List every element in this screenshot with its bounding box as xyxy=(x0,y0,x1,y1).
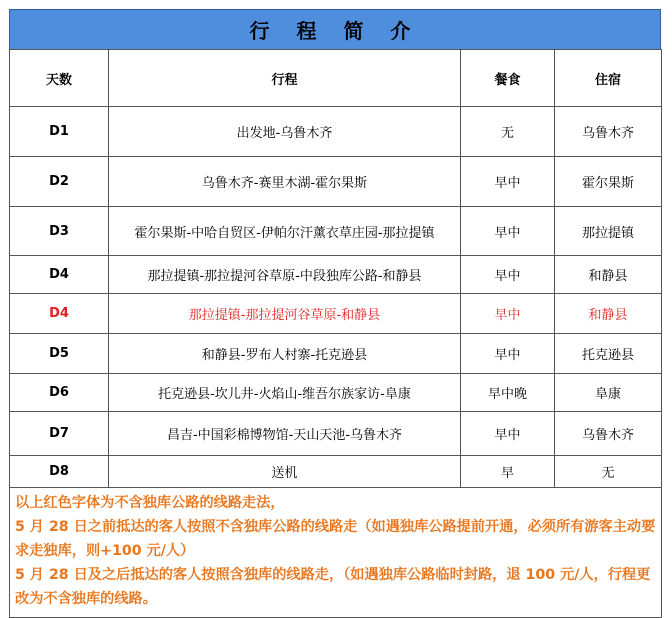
table-row xyxy=(10,456,662,488)
route-cell: 昌吉-中国彩棉博物馆-天山天池-乌鲁木齐 xyxy=(109,412,461,456)
table-header-row xyxy=(10,50,662,107)
lodging-cell: 乌鲁木齐 xyxy=(555,412,662,456)
itinerary-container xyxy=(9,9,661,618)
meals-cell: 早中 xyxy=(461,294,555,334)
lodging-cell: 霍尔果斯 xyxy=(555,157,662,207)
day-cell: D3 xyxy=(10,207,109,256)
day-cell: D6 xyxy=(10,374,109,412)
day-cell: D4 xyxy=(10,256,109,294)
note-line: 5 月 28 日及之后抵达的客人按照含独库的线路走，（如遇独库公路临时封路，退 100 元/人，行程更改为不含独库的线路。 xyxy=(15,567,651,607)
header-lodging: 住宿 xyxy=(555,50,662,107)
meals-cell: 早 xyxy=(461,456,555,488)
meals-cell: 早中 xyxy=(461,157,555,207)
table-row xyxy=(10,157,662,207)
table-row xyxy=(10,412,662,456)
meals-cell: 早中 xyxy=(461,334,555,374)
lodging-cell: 无 xyxy=(555,456,662,488)
route-cell: 和静县-罗布人村寨-托克逊县 xyxy=(109,334,461,374)
day-cell: D1 xyxy=(10,107,109,157)
meals-cell: 早中 xyxy=(461,412,555,456)
lodging-cell: 阜康 xyxy=(555,374,662,412)
table-row xyxy=(10,107,662,157)
note-line: 5 月 28 日之前抵达的客人按照不含独库公路的线路走（如遇独库公路提前开通，必须所有游客主动要求走独库，则+100 元/人） xyxy=(15,519,656,559)
route-cell: 那拉提镇-那拉提河谷草原-中段独库公路-和静县 xyxy=(109,256,461,294)
table-row xyxy=(10,256,662,294)
route-cell: 乌鲁木齐-赛里木湖-霍尔果斯 xyxy=(109,157,461,207)
table-row-alternate xyxy=(10,294,662,334)
route-cell: 托克逊县-坎儿井-火焰山-维吾尔族家访-阜康 xyxy=(109,374,461,412)
day-cell: D2 xyxy=(10,157,109,207)
header-meals: 餐食 xyxy=(461,50,555,107)
table-row xyxy=(10,374,662,412)
table-row xyxy=(10,334,662,374)
lodging-cell: 托克逊县 xyxy=(555,334,662,374)
lodging-cell: 和静县 xyxy=(555,294,662,334)
route-cell: 那拉提镇-那拉提河谷草原-和静县 xyxy=(109,294,461,334)
lodging-cell: 那拉提镇 xyxy=(555,207,662,256)
table-row xyxy=(10,207,662,256)
route-cell: 出发地-乌鲁木齐 xyxy=(109,107,461,157)
itinerary-title: 行 程 简 介 xyxy=(9,9,661,49)
meals-cell: 无 xyxy=(461,107,555,157)
notes-cell xyxy=(10,488,662,618)
notes-row xyxy=(10,488,662,618)
itinerary-table xyxy=(9,49,662,618)
route-cell: 送机 xyxy=(109,456,461,488)
lodging-cell: 乌鲁木齐 xyxy=(555,107,662,157)
meals-cell: 早中 xyxy=(461,207,555,256)
day-cell: D8 xyxy=(10,456,109,488)
day-cell: D7 xyxy=(10,412,109,456)
route-cell: 霍尔果斯-中哈自贸区-伊帕尔汗薰衣草庄园-那拉提镇 xyxy=(109,207,461,256)
day-cell: D4 xyxy=(10,294,109,334)
lodging-cell: 和静县 xyxy=(555,256,662,294)
note-line: 以上红色字体为不含独库公路的线路走法， xyxy=(15,495,285,511)
header-day: 天数 xyxy=(10,50,109,107)
meals-cell: 早中 xyxy=(461,256,555,294)
header-route: 行程 xyxy=(109,50,461,107)
meals-cell: 早中晚 xyxy=(461,374,555,412)
day-cell: D5 xyxy=(10,334,109,374)
